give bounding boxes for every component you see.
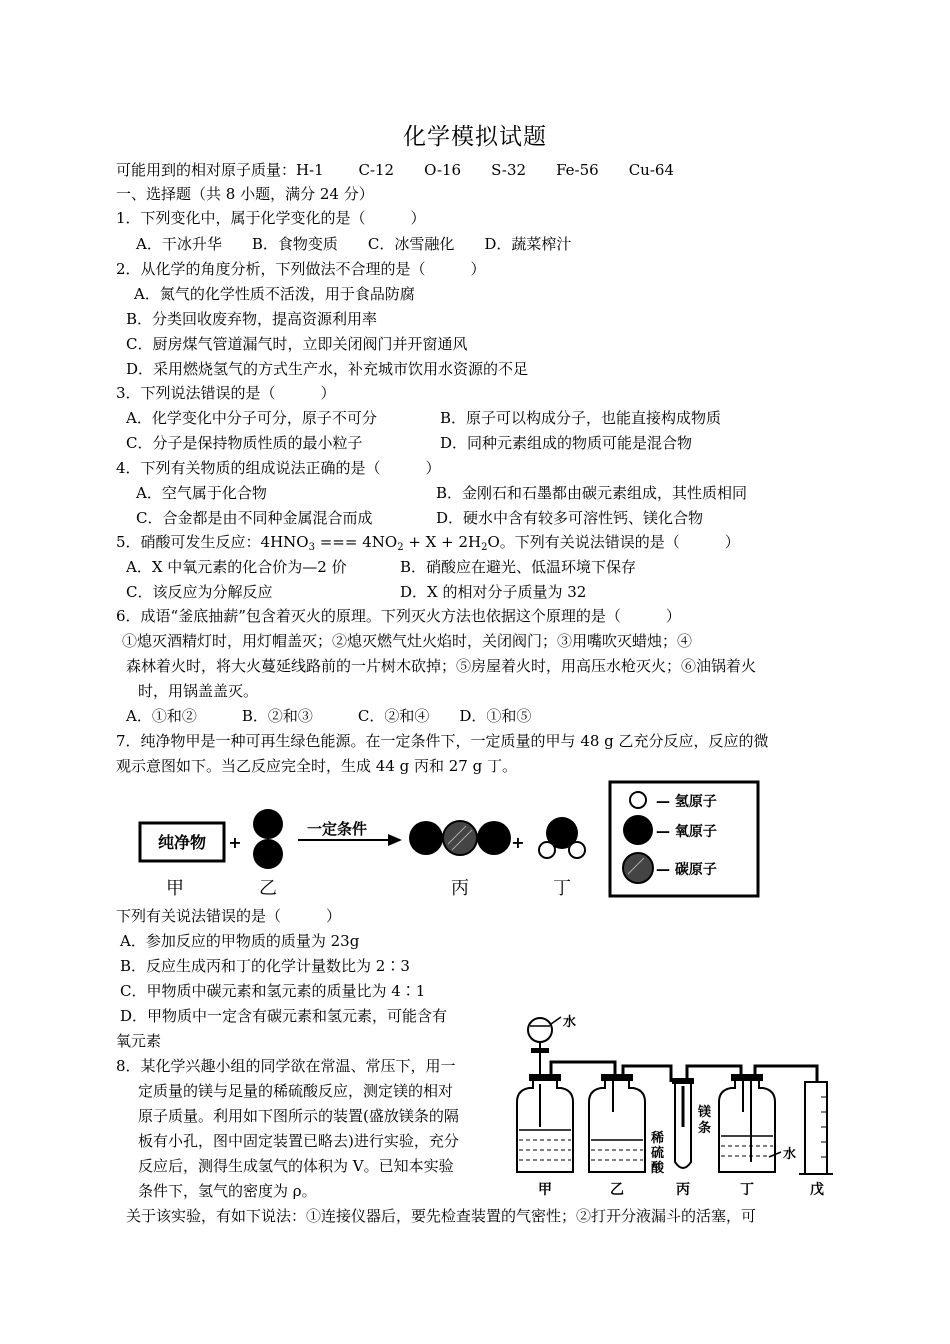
funnel-stopcock [531, 1048, 549, 1053]
label-bing: 丙 [676, 1182, 690, 1198]
mg-label-2: 条 [698, 1121, 712, 1136]
plus-sign: + [228, 833, 242, 852]
q4-option-b: B．金刚石和石墨都由碳元素组成，其性质相同 [436, 484, 748, 502]
water-label-top: 水 [563, 1015, 577, 1030]
q5-subscript: 3 [308, 542, 315, 553]
oxygen-atom [253, 809, 283, 839]
water-leader [551, 1017, 561, 1024]
q2-option-c: C．厨房煤气管道漏气时，立即关闭阀门并开窗通风 [126, 335, 468, 353]
q4-stem: 4．下列有关物质的组成说法正确的是（ ） [116, 459, 441, 477]
q8-line-4: 板有小孔，图中固定装置已略去)进行实验，充分 [138, 1132, 459, 1150]
section-title: 一、选择题（共 8 小题，满分 24 分） [116, 185, 374, 203]
stopper-ding [731, 1074, 763, 1081]
q4-option-a: A．空气属于化合物 [136, 484, 267, 502]
q8-line-1: 8．某化学兴趣小组的同学欲在常温、常压下，用一 [116, 1057, 456, 1075]
hydrogen-atom [630, 792, 646, 808]
graduated-cylinder [805, 1082, 827, 1174]
q5-stem-part: === 4NO [314, 533, 398, 551]
q6-options: A．①和② B．②和③ C．②和④ D．①和⑤ [126, 707, 532, 725]
arrow-head-icon [388, 834, 402, 846]
acid-label-2: 硫 [651, 1146, 665, 1161]
q5-stem [116, 532, 740, 558]
q5-option-a: A．X 中氧元素的化合价为—2 价 [126, 558, 347, 576]
label-ding: 丁 [553, 878, 571, 899]
label-jia: 甲 [166, 878, 184, 899]
atomic-mass-line: 可能用到的相对原子质量：H-1 C-12 O-16 S-32 Fe-56 Cu-64 [116, 161, 674, 179]
plus-sign: + [511, 833, 525, 852]
q6-stem: 6．成语“釜底抽薪”包含着灭火的原理。下列灭火方法也依据这个原理的是（ ） [116, 607, 681, 625]
q7-option-c: C．甲物质中碳元素和氢元素的质量比为 4∶1 [120, 982, 426, 1000]
q6-line-2: 森林着火时，将大火蔓延线路前的一片树木砍掉；⑤房屋着火时，用高压水枪灭火；⑥油锅着火 [126, 657, 757, 675]
q8-line-5: 反应后，测得生成氢气的体积为 V。已知本实验 [138, 1157, 454, 1175]
carbon-atom [443, 821, 477, 855]
q3-option-a: A．化学变化中分子可分，原子不可分 [126, 409, 377, 427]
q6-line-1: ①熄灭酒精灯时，用灯帽盖灭；②熄灭燃气灶火焰时，关闭阀门；③用嘴吹灭蜡烛；④ [122, 632, 693, 650]
bottle-ding [719, 1078, 775, 1172]
label-yi: 乙 [610, 1182, 624, 1198]
apparatus-diagram [505, 1012, 840, 1202]
q7-option-d: D．甲物质中一定含有碳元素和氢元素，可能含有 [120, 1007, 448, 1025]
reaction-diagram [130, 778, 770, 900]
q3-stem: 3．下列说法错误的是（ ） [116, 384, 336, 402]
acid-label-1: 稀 [651, 1131, 665, 1146]
q1-stem: 1．下列变化中，属于化学变化的是（ ） [116, 209, 426, 227]
q3-option-b: B．原子可以构成分子，也能直接构成物质 [440, 409, 722, 427]
label-bing: 丙 [451, 878, 469, 899]
hydrogen-atom [569, 842, 585, 858]
label-yi: 乙 [259, 878, 277, 899]
label-wu: 戊 [810, 1182, 824, 1198]
q7-option-a: A．参加反应的甲物质的质量为 23g [120, 932, 360, 950]
q2-option-a: A．氮气的化学性质不活泼，用于食品防腐 [134, 285, 415, 303]
separatory-funnel [528, 1018, 552, 1042]
q2-option-d: D．采用燃烧氢气的方式生产水，补充城市饮用水资源的不足 [126, 360, 529, 378]
q5-stem-part: 5．硝酸可发生反应：4HNO [116, 533, 309, 551]
water-label-right: 水 [783, 1147, 797, 1162]
bottle-jia [517, 1078, 573, 1172]
q2-stem: 2．从化学的角度分析，下列做法不合理的是（ ） [116, 260, 486, 278]
q5-subscript: 2 [397, 542, 404, 553]
q2-option-b: B．分类回收废弃物，提高资源利用率 [126, 310, 378, 328]
stopper-yi [601, 1074, 633, 1081]
q5-stem-part: + X + 2H [403, 533, 482, 551]
acid-label-3: 酸 [651, 1161, 665, 1176]
bottle-yi [589, 1078, 645, 1172]
q3-option-d: D．同种元素组成的物质可能是混合物 [440, 434, 693, 452]
mg-label-1: 镁 [698, 1105, 712, 1120]
oxygen-atom [409, 821, 443, 855]
q7-option-d-cont: 氧元素 [116, 1032, 162, 1050]
label-ding: 丁 [740, 1182, 754, 1198]
oxygen-atom [623, 815, 653, 845]
q7-sub-stem: 下列有关说法错误的是（ ） [116, 907, 342, 925]
q8-line-7: 关于该实验，有如下说法：①连接仪器后，要先检查装置的气密性；②打开分液漏斗的活塞，可 [126, 1207, 757, 1225]
delivery-tube [755, 1066, 817, 1082]
legend-carbon: — 碳原子 [656, 862, 717, 878]
q7-option-b: B．反应生成丙和丁的化学计量数比为 2∶3 [120, 957, 410, 975]
hydrogen-atom [539, 842, 555, 858]
q7-line-2: 观示意图如下。当乙反应完全时，生成 44 g 丙和 27 g 丁。 [116, 757, 517, 775]
label-jia: 甲 [538, 1182, 552, 1198]
q1-options: A．干冰升华 B．食物变质 C．冰雪融化 D．蔬菜榨汁 [136, 235, 572, 253]
page-title: 化学模拟试题 [403, 124, 547, 150]
q5-option-c: C．该反应为分解反应 [126, 583, 273, 601]
legend-oxygen: — 氧原子 [656, 824, 717, 840]
q6-line-3: 时，用锅盖盖灭。 [138, 682, 259, 700]
q5-subscript: 2 [481, 542, 488, 553]
q5-option-b: B．硝酸应在避光、低温环境下保存 [400, 558, 637, 576]
q5-option-d: D．X 的相对分子质量为 32 [400, 583, 587, 601]
oxygen-atom [253, 839, 283, 869]
q7-line-1: 7．纯净物甲是一种可再生绿色能源。在一定条件下，一定质量的甲与 48 g 乙充分反应，反应的微 [116, 732, 769, 750]
carbon-atom [623, 853, 653, 883]
q3-option-c: C．分子是保持物质性质的最小粒子 [126, 434, 363, 452]
stopper-bing [672, 1078, 694, 1084]
q4-option-d: D．硬水中含有较多可溶性钙、镁化合物 [436, 509, 704, 527]
legend-hydrogen: — 氢原子 [656, 794, 717, 810]
q8-line-2: 定质量的镁与足量的稀硫酸反应，测定镁的相对 [138, 1082, 454, 1100]
q5-stem-part: O。下列有关说法错误的是（ ） [487, 533, 740, 551]
q8-line-3: 原子质量。利用如下图所示的装置(盛放镁条的隔 [138, 1107, 459, 1125]
pure-substance-label: 纯净物 [157, 833, 207, 852]
arrow-label: 一定条件 [306, 820, 368, 838]
q8-line-6: 条件下，氢气的密度为 ρ。 [138, 1182, 317, 1200]
oxygen-atom [477, 821, 511, 855]
q4-option-c: C．合金都是由不同种金属混合而成 [136, 509, 373, 527]
stopper-jia [529, 1074, 561, 1081]
